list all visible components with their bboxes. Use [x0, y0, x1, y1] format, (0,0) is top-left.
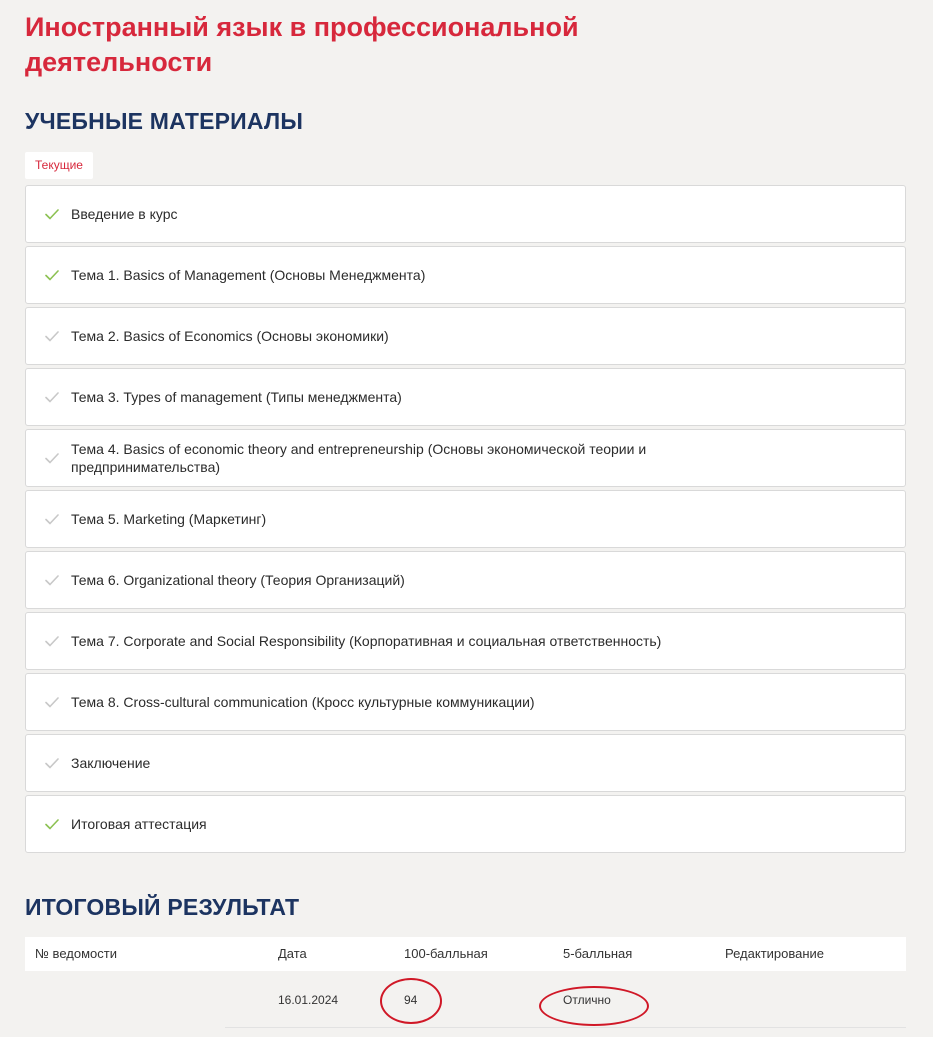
material-item-label: Тема 2. Basics of Economics (Основы экономики): [71, 328, 389, 344]
material-item[interactable]: [25, 246, 906, 304]
cell-date: 16.01.2024: [278, 993, 339, 1007]
check-icon: [43, 209, 61, 220]
material-item[interactable]: [25, 795, 906, 853]
check-icon: [43, 636, 61, 647]
material-item[interactable]: [25, 429, 906, 487]
column-header-score-100: 100-балльная: [404, 946, 488, 961]
check-icon: [43, 697, 61, 708]
material-item-label: Тема 3. Types of management (Типы менеджмента): [71, 389, 402, 405]
check-icon: [43, 758, 61, 769]
score-annotation-circle: [380, 978, 442, 1024]
material-item-label: Итоговая аттестация: [71, 816, 207, 832]
material-item[interactable]: [25, 612, 906, 670]
column-header-score-5: 5-балльная: [563, 946, 633, 961]
material-item-label: Заключение: [71, 755, 151, 771]
cell-score-100: 94: [404, 993, 418, 1007]
material-item-label: Тема 8. Cross-cultural communication (Кросс культурные коммуникации): [71, 694, 535, 710]
check-icon: [43, 575, 61, 586]
cell-score-5: Отлично: [563, 993, 611, 1007]
column-header-editing: Редактирование: [725, 946, 825, 961]
check-icon: [43, 270, 61, 281]
material-item[interactable]: [25, 185, 906, 243]
material-item[interactable]: [25, 490, 906, 548]
material-item[interactable]: [25, 673, 906, 731]
material-item[interactable]: [25, 551, 906, 609]
material-item[interactable]: [25, 307, 906, 365]
material-item-label: Тема 6. Organizational theory (Теория Организаций): [71, 572, 405, 588]
check-icon: [43, 819, 61, 830]
materials-heading: УЧЕБНЫЕ МАТЕРИАЛЫ: [25, 108, 304, 134]
materials-list: [25, 185, 906, 856]
material-item-label: Введение в курс: [71, 206, 178, 222]
check-icon: [43, 331, 61, 342]
grade-annotation-circle: [539, 986, 649, 1026]
material-item-label: Тема 1. Basics of Management (Основы Менеджмента): [71, 267, 426, 283]
check-icon: [43, 514, 61, 525]
column-header-statement-number: № ведомости: [35, 946, 117, 961]
page-title: Иностранный язык в профессиональной деятельности: [25, 12, 579, 77]
material-item-label: Тема 4. Basics of economic theory and entrepreneurship (Основы экономической теории и предпринимательства): [71, 441, 647, 475]
tab-current[interactable]: Текущие: [25, 152, 93, 179]
results-table-header: [25, 937, 906, 971]
material-item-label: Тема 7. Corporate and Social Responsibility (Корпоративная и социальная ответственность): [71, 633, 662, 649]
check-icon: [43, 392, 61, 403]
material-item[interactable]: [25, 368, 906, 426]
material-item-label: Тема 5. Marketing (Маркетинг): [71, 511, 267, 527]
table-row: [25, 971, 906, 1031]
check-icon: [43, 453, 61, 464]
results-heading: ИТОГОВЫЙ РЕЗУЛЬТАТ: [25, 894, 300, 920]
row-divider: [225, 1027, 906, 1028]
results-table: [25, 937, 906, 1031]
material-item[interactable]: [25, 734, 906, 792]
column-header-date: Дата: [278, 946, 307, 961]
